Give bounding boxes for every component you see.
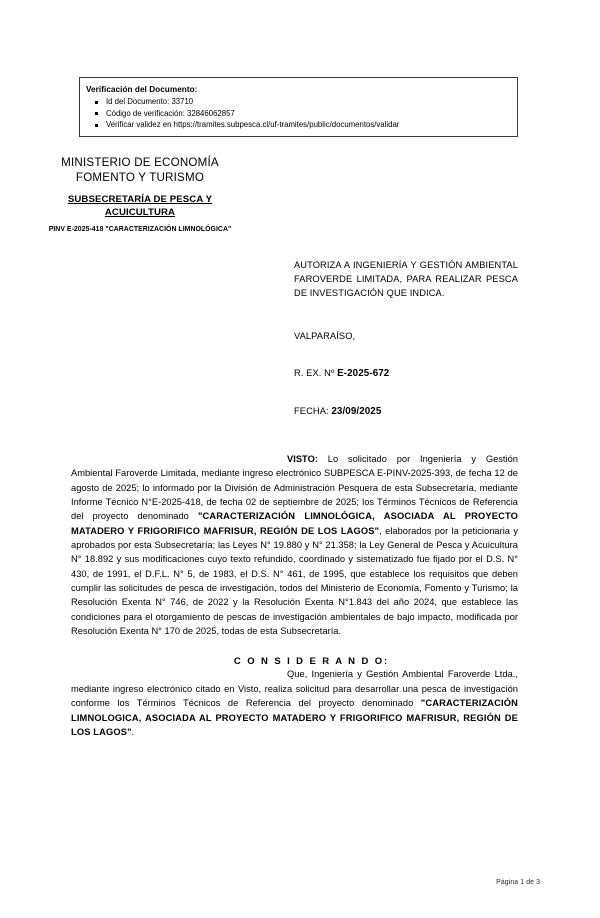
project-code-label: PINV E-2025-418 "CARACTERIZACIÓN LIMNOLÓGICA" — [48, 226, 232, 233]
resolution-number-label: R. EX. Nº — [294, 367, 338, 378]
resolution-heading — [294, 258, 518, 417]
verification-list — [80, 96, 517, 131]
resolution-place: VALPARAÍSO, — [294, 330, 356, 341]
resolution-subject: AUTORIZA A INGENIERÍA Y GESTIÓN AMBIENTAL FAROVERDE LIMITADA, PARA REALIZAR PESCA DE INVESTIGACIÓN QUE INDICA. — [294, 260, 518, 299]
verification-title: Verificación del Documento: — [86, 85, 198, 94]
subsecretaria-line1: SUBSECRETARÍA DE PESCA Y — [67, 194, 213, 205]
considerando-text-part2: . — [131, 726, 135, 737]
visto-paragraph — [71, 452, 518, 638]
considerando-project-title: "CARACTERIZACIÓN LIMNOLOGICA, ASOCIADA AL PROYECTO MATADERO Y FRIGORIFICO MAFRISUR, REGIÓN DE LOS LAGOS" — [71, 698, 518, 737]
ministry-name-line1: MINISTERIO DE ECONOMÍA — [61, 156, 219, 169]
letterhead — [28, 155, 252, 235]
verification-item-id: Id del Documento: 33710 — [106, 96, 517, 108]
visto-text-part1: Lo solicitado por Ingeniería y Gestión Ambiental Faroverde Limitada, mediante ingreso electrónico SUBPESCA E-PINV-2025-393, de fecha 12 de agosto de 2025; lo informado por la División de Administración Pesquera de esta Subsecretaría, mediante Informe Técnico N°E-2025-418, de fecha 02 de septiembre de 2025; los Términos Técnicos de Referencia del proyecto denominado — [71, 454, 518, 522]
considerando-paragraph — [71, 667, 518, 739]
document-body — [71, 452, 518, 739]
document-verification-box — [79, 77, 518, 137]
subsecretaria-line2: ACUICULTURA — [104, 206, 176, 218]
page-footer: Página 1 de 3 — [496, 879, 540, 886]
visto-project-title: "CARACTERIZACIÓN LIMNOLÓGICA, ASOCIADA AL PROYECTO MATADERO Y FRIGORIFICO MAFRISUR, REGIÓN DE LOS LAGOS" — [71, 511, 519, 536]
ministry-name-line2: FOMENTO Y TURISMO — [75, 171, 205, 184]
visto-text-part2: , elaborados por la peticionaria y aprobados por esta Subsecretaría; las Leyes N° 19.880 y N° 21.358; la Ley General de Pesca y Acuicultura N° 18.892 y sus modificaciones cuyo texto refundido, coordinado y sistematizado fue fijado por el D.S. N° 430, de 1991, el D.F.L. N° 5, de 1983, el D.S. N° 461, de 1995, que establece los requisitos que deben cumplir las solicitudes de pesca de investigación, todos del Ministerio de Economía, Fomento y Turismo; la Resolución Exenta N° 746, de 2022 y la Resolución Exenta N°1.843 del año 2024, que establece las condiciones para el otorgamiento de pescas de investigación ambientales de bajo impacto, modificada por Resolución Exenta N° 170 de 2025, todas de esta Subsecretaría. — [71, 525, 518, 637]
verification-item-url: Verificar validez en https://tramites.subpesca.cl/uf-tramites/public/documentos/validar — [106, 119, 517, 131]
resolution-date-label: FECHA: — [294, 405, 332, 416]
considerando-text-part1: Que, Ingeniería y Gestión Ambiental Faroverde Ltda., mediante ingreso electrónico citado en Visto, realiza solicitud para desarrollar una pesca de investigación conforme los Términos Técnicos de Referencia del proyecto denominado — [71, 669, 518, 709]
resolution-date-line — [294, 406, 518, 417]
resolution-number-value: E-2025-672 — [337, 367, 390, 379]
considerando-heading: C O N S I D E R A N D O: — [233, 656, 390, 668]
resolution-number-line — [294, 368, 518, 379]
resolution-date-value: 23/09/2025 — [331, 405, 382, 417]
visto-label: VISTO: — [287, 454, 318, 464]
verification-item-code: Código de verificación: 32846062857 — [106, 108, 517, 120]
